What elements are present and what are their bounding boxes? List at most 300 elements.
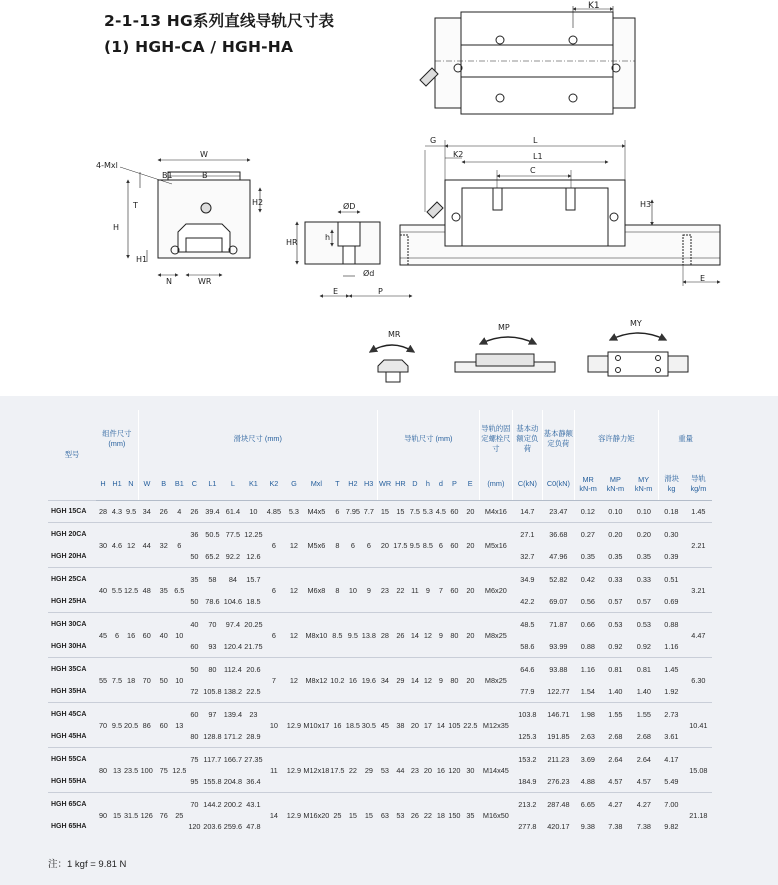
cell-k2: 6 [263,568,284,613]
dim-h: H [113,223,120,232]
dim-h2: H2 [252,198,264,207]
cell-stat: 69.07 [549,596,568,606]
col-d-small: d [434,468,447,500]
cell-c: 60 [190,641,199,651]
cell-mp: 0.20 [601,523,629,546]
cell-mr: 4.88 [580,776,595,786]
col-rail-weight [684,468,712,500]
cell-h1: 9.5 [110,703,124,748]
cell-b1: 6 [172,523,186,568]
cell-stat: 420.17 [547,821,570,831]
cell-h: 90 [96,793,110,838]
cell-d: 18 [434,793,447,838]
dim-e-rail: E [333,287,339,296]
cell-l1: 203.6 [203,821,222,831]
cell-e: 20 [461,523,479,568]
cell-h: 8.5 [421,523,434,568]
cell-model: HGH 65HA [51,822,87,830]
col-mp [601,468,629,500]
cell-k1: 12.25 [243,523,263,546]
cell-d: 11 [408,568,421,613]
col-group-block: 滑块尺寸 (mm) [138,410,377,468]
cell-h: 28 [96,500,110,523]
cell-model: HGH 45HA [51,732,87,740]
cell-b1: 13 [172,703,186,748]
cell-mr: 1.54 [580,686,595,696]
col-k2: K2 [263,468,284,500]
cell-g: 5.3 [284,500,303,523]
table-row [48,613,712,636]
col-b1: B1 [172,468,186,500]
cell-stat: 71.87 [542,613,574,636]
cell-h: 22 [421,793,434,838]
footnote: 注：1 kgf = 9.81 N [48,859,127,870]
cell-l: 84 [222,568,243,591]
cell-mp: 7.38 [608,821,623,831]
cell-h: 17 [421,703,434,748]
dim-t: T [133,201,138,210]
cell-w: 48 [138,568,155,613]
cell-h1: 13 [110,748,124,793]
cell-mp: 0.81 [601,658,629,681]
cell-w: 100 [138,748,155,793]
col-l: L [222,468,243,500]
cell-n: 23.5 [124,748,138,793]
cell-h2: 18.5 [345,703,360,748]
cell-l1: 128.8 [203,731,222,741]
col-block-weight [658,468,684,500]
dim-k2: K2 [453,150,464,159]
dim-h1: H1 [136,255,148,264]
col-l1: L1 [202,468,222,500]
cell-l: 120.4 [223,641,243,651]
cell-t: 16 [329,703,345,748]
cell-k1: 20.25 [243,613,263,636]
cell-p: 150 [447,793,461,838]
cell-dyn: 58.6 [520,641,535,651]
cell-my: 0.20 [629,523,658,546]
cell-mr: 0.35 [580,551,595,561]
col-mxl: Mxl [303,468,329,500]
cell-e: 20 [461,500,479,523]
cell-mr: 0.66 [574,613,601,636]
col-e: E [461,468,479,500]
cell-model: HGH 55HA [51,777,87,785]
technical-drawings [0,0,778,396]
cell-my: 1.55 [629,703,658,726]
cell-bolt: M12x35 [479,703,512,748]
moment-mp-diagram [455,337,555,372]
cell-k2: 10 [263,703,284,748]
cell-c: 80 [190,731,199,741]
cell-h2: 9.5 [345,613,360,658]
cell-h3: 7.7 [360,500,377,523]
col-h-rail: h [421,468,434,500]
cell-l: 112.4 [222,658,243,681]
cell-l1: 50.5 [202,523,222,546]
cell-my: 7.38 [636,821,651,831]
cell-l1: 78.6 [205,596,220,606]
cell-wt: 4.17 [658,748,684,771]
cell-c: 95 [190,776,199,786]
cell-dyn: 184.9 [518,776,537,786]
cell-mr: 2.63 [580,731,595,741]
dim-k1: K1 [588,1,600,11]
cell-k1: 23 [243,703,263,726]
cell-w: 60 [138,613,155,658]
cell-wr: 45 [377,703,392,748]
cell-stat: 122.77 [547,686,570,696]
cell-mr: 1.16 [574,658,601,681]
cell-l: 138.2 [223,686,243,696]
col-mp-unit: kN-m [606,483,625,493]
cell-wr: 53 [377,748,392,793]
cell-stat: 287.48 [542,793,574,816]
cell-my: 4.57 [636,776,651,786]
cell-h: 70 [96,703,110,748]
cell-c: 120 [188,821,201,831]
cell-wr: 63 [377,793,392,838]
cell-g: 12.9 [284,793,303,838]
cell-wt: 0.30 [658,523,684,546]
cell-c: 26 [186,500,202,523]
cell-h1: 4.3 [110,500,124,523]
cell-l: 97.4 [222,613,243,636]
cell-dyn: 32.7 [520,551,535,561]
cell-l1: 65.2 [205,551,220,561]
moment-my-label: MY [630,319,642,328]
col-my [629,468,658,500]
cell-stat: 47.96 [549,551,568,561]
cell-e: 20 [461,613,479,658]
dim-g: G [430,136,437,145]
col-dyn-unit: C(kN) [512,468,542,500]
cell-b: 75 [155,748,172,793]
cell-mxl: M10x17 [303,703,329,748]
page-subtitle: (1) HGH-CA / HGH-HA [104,38,294,56]
cell-n: 12.5 [124,568,138,613]
cell-my: 0.35 [636,551,651,561]
cell-t: 6 [329,500,345,523]
cell-my: 1.40 [636,686,651,696]
col-t: T [329,468,345,500]
cell-wt: 5.49 [664,776,679,786]
cell-model: HGH 15CA [48,500,96,523]
cell-my: 0.57 [636,596,651,606]
cell-p: 60 [447,523,461,568]
cell-l1: 93 [208,641,217,651]
cell-model: HGH 55CA [48,748,96,771]
cell-wt: 0.18 [658,500,684,523]
cell-e: 35 [461,793,479,838]
cell-model: HGH 25CA [48,568,96,591]
col-block-weight-unit: kg [667,484,676,494]
cell-g: 12.9 [284,703,303,748]
dim-w: W [200,150,208,159]
cell-wr: 28 [377,613,392,658]
cell-p: 60 [447,568,461,613]
cell-g: 12 [284,613,303,658]
dim-e-side: E [700,274,706,283]
cell-d: 7.5 [408,500,421,523]
cell-bolt: M8x25 [479,613,512,658]
cell-h3: 13.8 [360,613,377,658]
cell-k2: 6 [263,613,284,658]
cell-my: 0.10 [629,500,658,523]
cell-model: HGH 30HA [51,642,87,650]
cell-h2: 6 [345,523,360,568]
cell-g: 12 [284,658,303,703]
cell-h1: 6 [110,613,124,658]
cell-t: 10.2 [329,658,345,703]
cell-k2: 6 [263,523,284,568]
table-row [48,658,712,681]
cell-l: 171.2 [223,731,243,741]
cell-wt: 7.00 [658,793,684,816]
col-k1: K1 [243,468,263,500]
cell-d: 9 [434,658,447,703]
cell-b: 35 [155,568,172,613]
cell-n: 16 [124,613,138,658]
col-group-dynamic: 基本动额定负荷 [512,410,542,468]
cell-d: 16 [434,748,447,793]
cell-mp: 4.27 [601,793,629,816]
cell-stat: 36.68 [542,523,574,546]
moment-my-diagram [588,333,688,376]
cell-mr: 0.88 [580,641,595,651]
cell-b1: 4 [172,500,186,523]
cell-mp: 2.64 [601,748,629,771]
cell-mp: 4.57 [608,776,623,786]
cell-dyn: 125.3 [518,731,537,741]
cell-n: 31.5 [124,793,138,838]
col-rail-weight-label: 导轨 [691,474,706,484]
cell-d: 14 [408,613,421,658]
table-row [48,703,712,726]
cell-rail-kg: 3.21 [684,568,712,613]
cell-stat: 52.82 [542,568,574,591]
cell-p: 80 [447,658,461,703]
cell-b1: 6.5 [172,568,186,613]
cell-c: 35 [186,568,202,591]
cell-l: 200.2 [222,793,243,816]
table-row [48,523,712,546]
cell-w: 34 [138,500,155,523]
cell-p: 60 [447,500,461,523]
cell-my: 0.81 [629,658,658,681]
cell-rail-kg: 4.47 [684,613,712,658]
cell-rail-kg: 6.30 [684,658,712,703]
cell-k1: 28.9 [246,731,261,741]
cell-t: 8 [329,568,345,613]
cell-h: 30 [96,523,110,568]
cell-my: 0.33 [629,568,658,591]
cell-stat: 93.99 [549,641,568,651]
cell-wr: 20 [377,523,392,568]
cell-d: 6 [434,523,447,568]
cell-model: HGH 30CA [48,613,96,636]
dim-p: P [378,287,383,296]
table-row [48,793,712,816]
cell-dyn: 153.2 [512,748,542,771]
cell-k1: 10 [243,500,263,523]
cell-mxl: M4x5 [303,500,329,523]
cell-wt: 1.16 [664,641,679,651]
cell-wt: 0.39 [664,551,679,561]
cell-h: 5.3 [421,500,434,523]
cell-stat: 23.47 [542,500,574,523]
cell-d: 14 [434,703,447,748]
cell-t: 8.5 [329,613,345,658]
cell-c: 50 [186,658,202,681]
cell-k1: 21.75 [244,641,263,651]
cell-hr: 44 [392,748,408,793]
cell-l: 104.6 [223,596,243,606]
col-h2: H2 [345,468,360,500]
cell-mr: 3.69 [574,748,601,771]
cell-l1: 80 [202,658,222,681]
cell-k1: 18.5 [246,596,261,606]
cell-e: 20 [461,568,479,613]
cell-dyn: 48.5 [512,613,542,636]
cell-mxl: M8x10 [303,613,329,658]
cell-h2: 16 [345,658,360,703]
cell-k1: 15.7 [243,568,263,591]
cell-mxl: M12x18 [303,748,329,793]
col-group-rail-bolt: 导轨的固定螺栓尺寸 [479,410,512,468]
cell-d: 20 [408,703,421,748]
cell-n: 18 [124,658,138,703]
cell-h3: 15 [360,793,377,838]
cell-e: 20 [461,658,479,703]
cell-k1: 43.1 [243,793,263,816]
cell-stat: 211.23 [542,748,574,771]
cell-mxl: M8x12 [303,658,329,703]
col-my-unit: kN-m [634,483,653,493]
cell-l: 139.4 [222,703,243,726]
rail-section-drawing [297,212,412,296]
cell-mp: 1.40 [608,686,623,696]
col-rail-weight-unit: kg/m [690,484,707,494]
cell-mp: 0.53 [601,613,629,636]
cell-wr: 23 [377,568,392,613]
cell-k2: 14 [263,793,284,838]
col-group-moment: 容许静力矩 [574,410,658,468]
spec-table-body [48,500,712,838]
col-group-static: 基本静额定负荷 [542,410,574,468]
cell-b1: 12.5 [172,748,186,793]
cell-wt: 3.61 [664,731,679,741]
col-group-weight: 重量 [658,410,712,468]
col-block-weight-label: 滑块 [664,474,679,484]
cell-e: 22.5 [461,703,479,748]
cell-model: HGH 45CA [48,703,96,726]
cell-rail-kg: 1.45 [684,500,712,523]
cell-my: 0.53 [629,613,658,636]
cell-p: 105 [447,703,461,748]
cell-g: 12.9 [284,748,303,793]
cell-l1: 155.8 [203,776,222,786]
col-b: B [155,468,172,500]
cell-t: 17.5 [329,748,345,793]
cell-b: 50 [155,658,172,703]
cell-d: 9 [434,613,447,658]
cell-l: 166.7 [222,748,243,771]
cell-mxl: M5x6 [303,523,329,568]
spec-table-panel [0,396,778,885]
cell-n: 12 [124,523,138,568]
cell-d: 4.5 [434,500,447,523]
cell-c: 72 [190,686,199,696]
col-mr-unit: kN-m [579,483,597,493]
cell-stat: 276.23 [547,776,570,786]
cell-mp: 0.33 [601,568,629,591]
col-hr: HR [392,468,408,500]
cell-model: HGH 25HA [51,597,87,605]
col-group-assembly: 组件尺寸 (mm) [102,429,132,448]
cell-stat: 191.85 [547,731,570,741]
col-wr: WR [377,468,392,500]
cell-dyn: 77.9 [520,686,535,696]
dim-h-rail: h [325,233,331,242]
cell-l1: 105.8 [203,686,222,696]
cell-k2: 7 [263,658,284,703]
cell-l1: 144.2 [202,793,222,816]
cell-wt: 9.82 [664,821,679,831]
cell-bolt: M16x50 [479,793,512,838]
cell-k2: 4.85 [263,500,284,523]
cell-rail-kg: 10.41 [684,703,712,748]
cell-k1: 27.35 [243,748,263,771]
cell-wr: 15 [377,500,392,523]
col-d: D [408,468,421,500]
cell-h3: 19.6 [360,658,377,703]
cell-c: 50 [190,596,199,606]
cell-h: 9 [421,568,434,613]
dim-l: L [533,136,538,145]
cell-k2: 11 [263,748,284,793]
cell-h1: 5.5 [110,568,124,613]
col-my-label: MY [638,474,650,484]
cell-c: 75 [186,748,202,771]
col-h1: H1 [110,468,124,500]
cell-h3: 9 [360,568,377,613]
cell-my: 2.64 [629,748,658,771]
cell-d: 23 [408,748,421,793]
cell-h: 12 [421,658,434,703]
cell-dyn: 103.8 [512,703,542,726]
cell-h1: 7.5 [110,658,124,703]
table-row [48,748,712,771]
cell-h3: 30.5 [360,703,377,748]
cell-hr: 53 [392,793,408,838]
cell-dyn: 213.2 [512,793,542,816]
cell-dyn: 42.2 [520,596,535,606]
cell-stat: 93.88 [542,658,574,681]
cell-h2: 10 [345,568,360,613]
cell-w: 70 [138,658,155,703]
cell-mp: 0.57 [608,596,623,606]
col-mr [574,468,601,500]
dim-wr: WR [198,277,212,286]
cell-dyn: 34.9 [512,568,542,591]
top-view-drawing [420,6,635,114]
dim-n: N [166,277,172,286]
cell-p: 120 [447,748,461,793]
cell-dyn: 64.6 [512,658,542,681]
cell-h2: 15 [345,793,360,838]
cell-t: 25 [329,793,345,838]
